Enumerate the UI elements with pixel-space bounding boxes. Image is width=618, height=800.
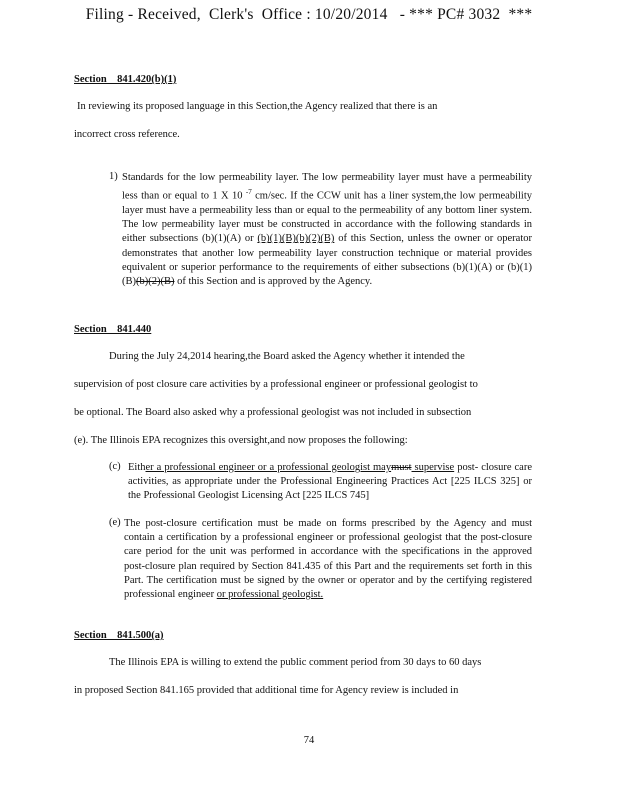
body-line: in proposed Section 841.165 provided that additional time for Agency review is included in <box>74 685 459 696</box>
text-run: The post-closure certification must be made on forms prescribed by the Agency and must contain a certification by a professional engineer or professional geologist that the post-closure care period for the unit was performed in accordance with the specifications in the approved post-closure plan required by Section 841.435 of this Part and the requirements set forth in this Part. The certification must be signed by the owner or operator and by the certifying registered professional engineer <box>124 518 532 601</box>
inserted-text: er a professional engineer or a professional geologist may <box>145 462 392 473</box>
text-run: of this Section, unless the owner or operator demonstrates that another low permeability layer construction technique or material provides equivalent or superior performance to the requirements of either subsections (b)(1)(A) or (b)(1)(B) <box>122 233 532 287</box>
list-marker: 1) <box>109 171 118 182</box>
body-line: The Illinois EPA is willing to extend the public comment period from 30 days to 60 days <box>109 657 482 668</box>
body-line: be optional. The Board also asked why a professional geologist was not included in subsection <box>74 407 472 418</box>
page-number: 74 <box>303 735 315 746</box>
body-line: During the July 24,2014 hearing,the Board asked the Agency whether it intended the <box>109 351 465 362</box>
item-c-paragraph <box>128 461 532 504</box>
item-e-paragraph <box>124 517 532 602</box>
section-heading-841-420: Section 841.420(b)(1) <box>74 74 177 85</box>
list-marker: (e) <box>109 517 121 528</box>
standards-paragraph <box>122 171 532 289</box>
text-run: post- closure care activities, as appropriate under the Professional Engineering Practices Act [225 ILCS 325] or the Professional Geologist Licensing Act [225 ILCS 745] <box>128 462 532 502</box>
filing-header: Filing - Received, Clerk's Office : 10/20/2014 - *** PC# 3032 *** <box>85 6 533 23</box>
body-line: supervision of post closure care activities by a professional engineer or professional geologist to <box>74 379 478 390</box>
text-run: Eith <box>128 462 146 473</box>
section-heading-841-500: Section 841.500(a) <box>74 630 164 641</box>
inserted-text: (b)(1)(B)(b)(2)(B) <box>257 233 335 245</box>
body-line: (e). The Illinois EPA recognizes this oversight,and now proposes the following: <box>74 435 408 446</box>
text-run: cm/sec. If the CCW unit has a liner system,the low permeability layer must have a permeability less than or equal to the permeability of any bottom liner system. The low permeability layer must be constructed in accordance with the following standards in either subsections (b)(1)(A) or <box>122 190 532 245</box>
list-marker: (c) <box>109 461 121 472</box>
superscript: -7 <box>245 188 252 197</box>
inserted-text: or professional geologist. <box>216 589 324 601</box>
text-run: of this Section and is approved by the Agency. <box>174 275 373 287</box>
deleted-text: (b)(2)(B) <box>136 275 175 287</box>
section-heading-841-440: Section 841.440 <box>74 324 152 335</box>
body-line: incorrect cross reference. <box>74 129 180 140</box>
inserted-text: supervise <box>411 462 455 473</box>
text-run: Standards for the low permeability layer. The low permeability layer must have a permeability less than or equal to 1 X 10 <box>122 172 532 202</box>
deleted-text: must <box>391 462 412 473</box>
body-line: In reviewing its proposed language in this Section,the Agency realized that there is an <box>77 101 438 112</box>
